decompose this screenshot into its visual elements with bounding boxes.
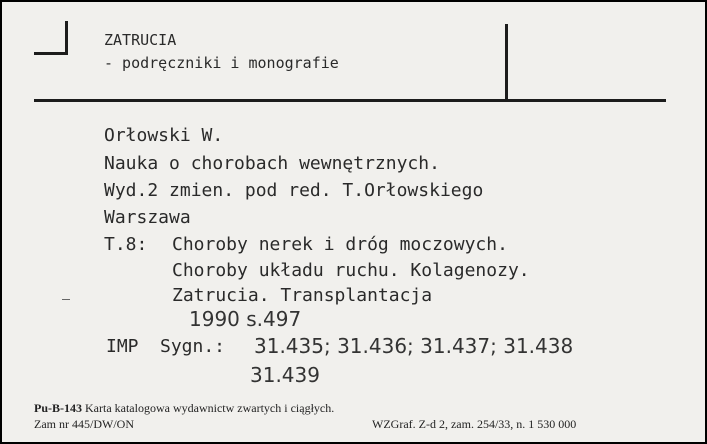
entry-volume-line-3: Zatrucia. Transplantacja <box>172 285 433 306</box>
heading-subject: ZATRUCIA <box>104 31 177 49</box>
catalog-card <box>2 2 705 442</box>
heading-vertical-rule <box>505 24 508 100</box>
footer-form-code: Pu-B-143 <box>34 401 82 415</box>
entry-author: Orłowski W. <box>104 125 224 146</box>
entry-sygn-label: Sygn.: <box>160 336 226 357</box>
corner-mark-horizontal <box>34 52 68 55</box>
footer-form-title: Karta katalogowa wydawnictw zwartych i ciągłych. <box>85 401 335 415</box>
entry-year-pages: 1990 s.497 <box>189 307 302 331</box>
entry-imp-label: IMP <box>106 336 139 357</box>
heading-subtitle: - podręczniki i monografie <box>104 54 339 72</box>
corner-mark-vertical <box>65 21 68 55</box>
entry-signatures-line-1: 31.435; 31.436; 31.437; 31.438 <box>254 334 574 358</box>
footer-line-1 <box>34 401 334 416</box>
margin-dash <box>62 299 70 300</box>
entry-volume-line-1: Choroby nerek i dróg moczowych. <box>172 234 508 255</box>
entry-volume-prefix: T.8: <box>104 234 148 255</box>
heading-horizontal-rule <box>34 99 666 102</box>
footer-order: Zam nr 445/DW/ON <box>34 417 134 431</box>
entry-title: Nauka o chorobach wewnętrznych. <box>104 153 440 174</box>
entry-signatures-line-2: 31.439 <box>250 363 320 387</box>
entry-place: Warszawa <box>104 207 191 228</box>
entry-edition: Wyd.2 zmien. pod red. T.Orłowskiego <box>104 180 484 201</box>
entry-volume-line-2: Choroby układu ruchu. Kolagenozy. <box>172 260 530 281</box>
footer-printer: WZGraf. Z-d 2, zam. 254/33, n. 1 530 000 <box>372 417 577 431</box>
